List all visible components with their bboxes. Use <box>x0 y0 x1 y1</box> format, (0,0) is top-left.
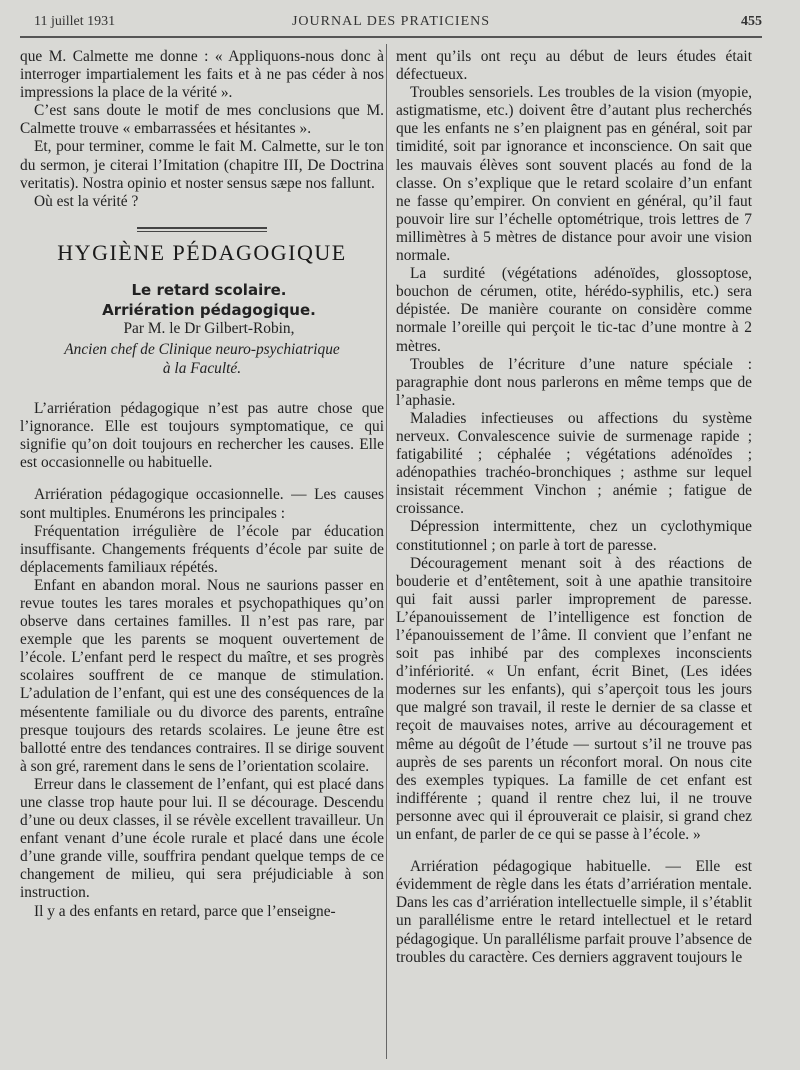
paragraph: C’est sans doute le motif de mes conclusions que M. Calmette trouve « embarrassées et hésitantes ». <box>20 102 384 138</box>
article-author: Par M. le Dr Gilbert-Robin, <box>123 319 295 337</box>
author-affiliation <box>20 340 384 378</box>
page-number: 455 <box>741 14 762 29</box>
page-header <box>20 12 762 40</box>
paragraph: Fréquentation irrégulière de l’école par éducation insuffisante. Changements fréquents d’école par suite de déplacements familiaux répétés. <box>20 522 384 576</box>
article-subtitle: Arriération pédagogique. <box>102 300 316 319</box>
paragraph: Arriération pédagogique occasionnelle. — Les causes sont multiples. Enumérons les principales : <box>20 486 384 522</box>
issue-date: 11 juillet 1931 <box>34 14 116 29</box>
paragraph: Troubles de l’écriture d’une nature spéciale : paragraphie dont nous parlerons en même temps que de l’aphasie. <box>396 355 752 409</box>
paragraph: La surdité (végétations adénoïdes, glossoptose, bouchon de cérumen, otite, hérédo-syphilis, etc.) sera dépistée. De manière courante on considère comme normale l’oreille qui perçoit le tic-tac d’une montre à 2 mètres. <box>396 265 752 355</box>
paragraph: Enfant en abandon moral. Nous ne saurions passer en revue toutes les tares morales et psychopathiques qu’on observe dans certaines familles. Il n’est pas rare, par exemple que les parents se moquent ouvertement de l’école. L’enfant perd le respect du maître, et ses progrès scolaires souffrent de ce manque de stimulation. L’adulation de l’enfant, qui est une des conséquences de la mésentente familiale ou du divorce des parents, entraîne presque toujours des retards scolaires. Le jeune être est ballotté entre des tendances contraires. Il se dirige souvent à son gré, rarement dans le sens de l’orientation scolaire. <box>20 576 384 775</box>
section-title: HYGIÈNE PÉDAGOGIQUE <box>57 239 347 265</box>
paragraph: que M. Calmette me donne : « Appliquons-nous donc à interroger impartialement les faits et à ne pas céder à nos impressions la place de la vérité ». <box>20 48 384 102</box>
left-column <box>20 48 384 921</box>
paragraph: Et, pour terminer, comme le fait M. Calmette, sur le ton du sermon, je citerai l’Imitation (chapitre III, De Doctrina veritatis). Nostra opinio et noster sensus sæpe nos fallunt. <box>20 138 384 192</box>
affiliation-line: à la Faculté. <box>162 360 242 378</box>
paragraph: Où est la vérité ? <box>34 192 139 210</box>
paragraph: ment qu’ils ont reçu au début de leurs études était défectueux. <box>396 48 752 84</box>
section-divider <box>137 227 267 232</box>
paragraph: Erreur dans le classement de l’enfant, qui est placé dans une classe trop haute pour lui. Il se décourage. Descendu d’une ou deux classes, il se révèle excellent travailleur. Un enfant venant d’une école rurale et placé dans une école d’une grande ville, souffrira pendant quelque temps de ce changement de milieu, qui sera préjudiciable à son instruction. <box>20 775 384 902</box>
right-column <box>396 48 752 967</box>
paragraph: Il y a des enfants en retard, parce que l’enseigne- <box>34 902 336 920</box>
paragraph: Dépression intermittente, chez un cyclothymique constitutionnel ; on parle à tort de paresse. <box>396 518 752 554</box>
column-divider <box>386 44 387 1059</box>
affiliation-line: Ancien chef de Clinique neuro-psychiatrique <box>64 341 340 359</box>
header-rule <box>20 36 762 38</box>
paragraph: Découragement menant soit à des réactions de bouderie et d’entêtement, soit à une apathie transitoire qui fait aussi parler improprement de paresse. L’épanouissement de l’intelligence est fonction de l’épanouissement de l’âme. Il convient que l’enfant ne soit pas inhibé par des complexes inconscients d’infériorité. « Un enfant, écrit Binet, (Les idées modernes sur les enfants), qui s’aperçoit tous les jours que malgré son travail, il reste le dernier de sa classe et reçoit de mauvaises notes, arrive au découragement et même au dégoût de l’étude — surtout s’il ne trouve pas auprès de ses parents un réconfort moral. On nous cite des exemples typiques. La famille de cet enfant est indifférente ; quand il rentre chez lui, il ne trouve personne avec qui il éprouverait ce plaisir, si grand chez un enfant, de parler de ce qui se passe à l’école. » <box>396 554 752 844</box>
paragraph: Troubles sensoriels. Les troubles de la vision (myopie, astigmatisme, etc.) doivent être d’autant plus recherchés que les enfants ne s’en plaignent pas en général, soit par timidité, soit par ignorance et inconscience. On sait que les mauvais élèves sont souvent placés au fond de la classe. On s’explique que le retard scolaire d’un enfant ne fasse qu’empirer. On convient en général, qu’il faut pouvoir lire sur l’échelle optométrique, trois lettres de 7 millimètres à 5 mètres de distance pour avoir une vision normale. <box>396 84 752 265</box>
paragraph: Maladies infectieuses ou affections du système nerveux. Convalescence suivie de surmenage rapide ; fatigabilité ; céphalée ; végétations adénoïdes ; adénopathies trachéo-bronchiques ; asthme sur lequel insistait récemment Vinchon ; anémie ; fatigue de croissance. <box>396 409 752 518</box>
paragraph: L’arriération pédagogique n’est pas autre chose que l’ignorance. Elle est toujours symptomatique, ce qui signifie qu’on doit toujours en rechercher les causes. Elle est occasionnelle ou habituelle. <box>20 400 384 472</box>
paragraph: Arriération pédagogique habituelle. — Elle est évidemment de règle dans les états d’arriération mentale. Dans les cas d’arriération intellectuelle simple, il s’établit un parallélisme entre le retard intellectuel et le retard pédagogique. Un parallélisme parfait prouve l’absence de troubles du caractère. Ces derniers aggravent toujours le <box>396 858 752 966</box>
article-title: Le retard scolaire. <box>131 280 287 299</box>
journal-title: JOURNAL DES PRATICIENS <box>291 14 491 29</box>
